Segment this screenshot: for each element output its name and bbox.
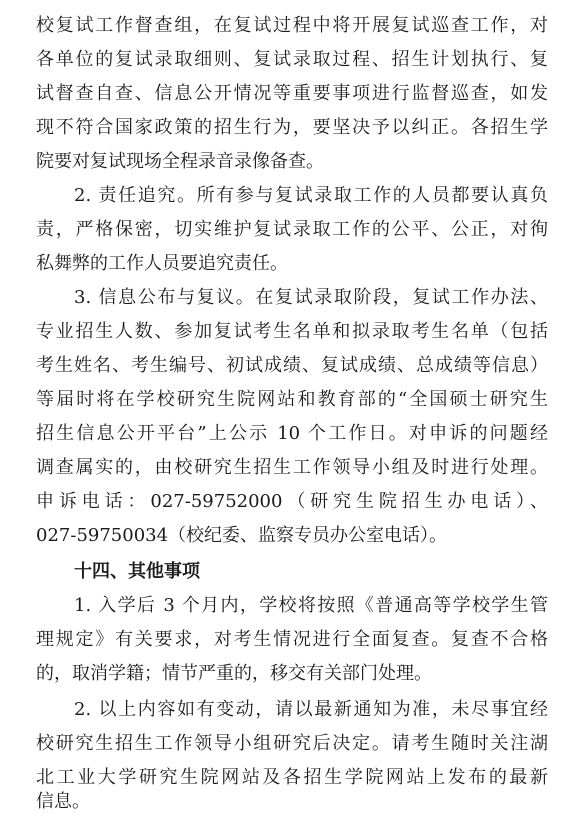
- text-line: 2. 以上内容如有变动，请以最新通知为准，未尽事宜经: [74, 699, 548, 720]
- text-line: 招生信息公开平台”上公示 10 个工作日。对申诉的问题经: [36, 423, 548, 444]
- text-line: 3. 信息公布与复议。在复试录取阶段，复试工作办法、: [74, 287, 548, 308]
- text-line: 校研究生招生工作领导小组研究后决定。请考生随时关注湖: [36, 733, 548, 754]
- text-line: 各单位的复试录取细则、复试录取过程、招生计划执行、复: [36, 49, 548, 70]
- section-heading: 十四、其他事项: [74, 561, 200, 582]
- text-line: 027-59750034（校纪委、监察专员办公室电话）。: [36, 525, 448, 546]
- text-line: 现不符合国家政策的招生行为，要坚决予以纠正。各招生学: [36, 117, 548, 138]
- text-line: 考生姓名、考生编号、初试成绩、复试成绩、总成绩等信息）: [36, 355, 548, 376]
- text-line: 信息。: [36, 791, 90, 812]
- text-line: 1. 入学后 3 个月内，学校将按照《普通高等学校学生管: [74, 595, 548, 616]
- text-line: 专业招生人数、参加复试考生名单和拟录取考生名单（包括: [36, 321, 548, 342]
- text-line: 的，取消学籍；情节严重的，移交有关部门处理。: [36, 663, 432, 684]
- text-line: 校复试工作督查组，在复试过程中将开展复试巡查工作，对: [36, 15, 548, 36]
- text-line: 试督查自查、信息公开情况等重要事项进行监督巡查，如发: [36, 83, 548, 104]
- text-line: 责，严格保密，切实维护复试录取工作的公平、公正，对徇: [36, 219, 548, 240]
- text-line: 申诉电话：027-59752000（研究生院招生办电话）、: [36, 491, 548, 512]
- text-line: 调查属实的，由校研究生招生工作领导小组及时进行处理。: [36, 457, 548, 478]
- text-line: 私舞弊的工作人员要追究责任。: [36, 253, 288, 274]
- text-line: 等届时将在学校研究生院网站和教育部的“全国硕士研究生: [36, 389, 548, 410]
- text-line: 北工业大学研究生院网站及各招生学院网站上发布的最新: [36, 767, 548, 788]
- text-line: 院要对复试现场全程录音录像备查。: [36, 151, 324, 172]
- text-line: 理规定》有关要求，对考生情况进行全面复查。复查不合格: [36, 629, 548, 650]
- text-line: 2. 责任追究。所有参与复试录取工作的人员都要认真负: [74, 185, 548, 206]
